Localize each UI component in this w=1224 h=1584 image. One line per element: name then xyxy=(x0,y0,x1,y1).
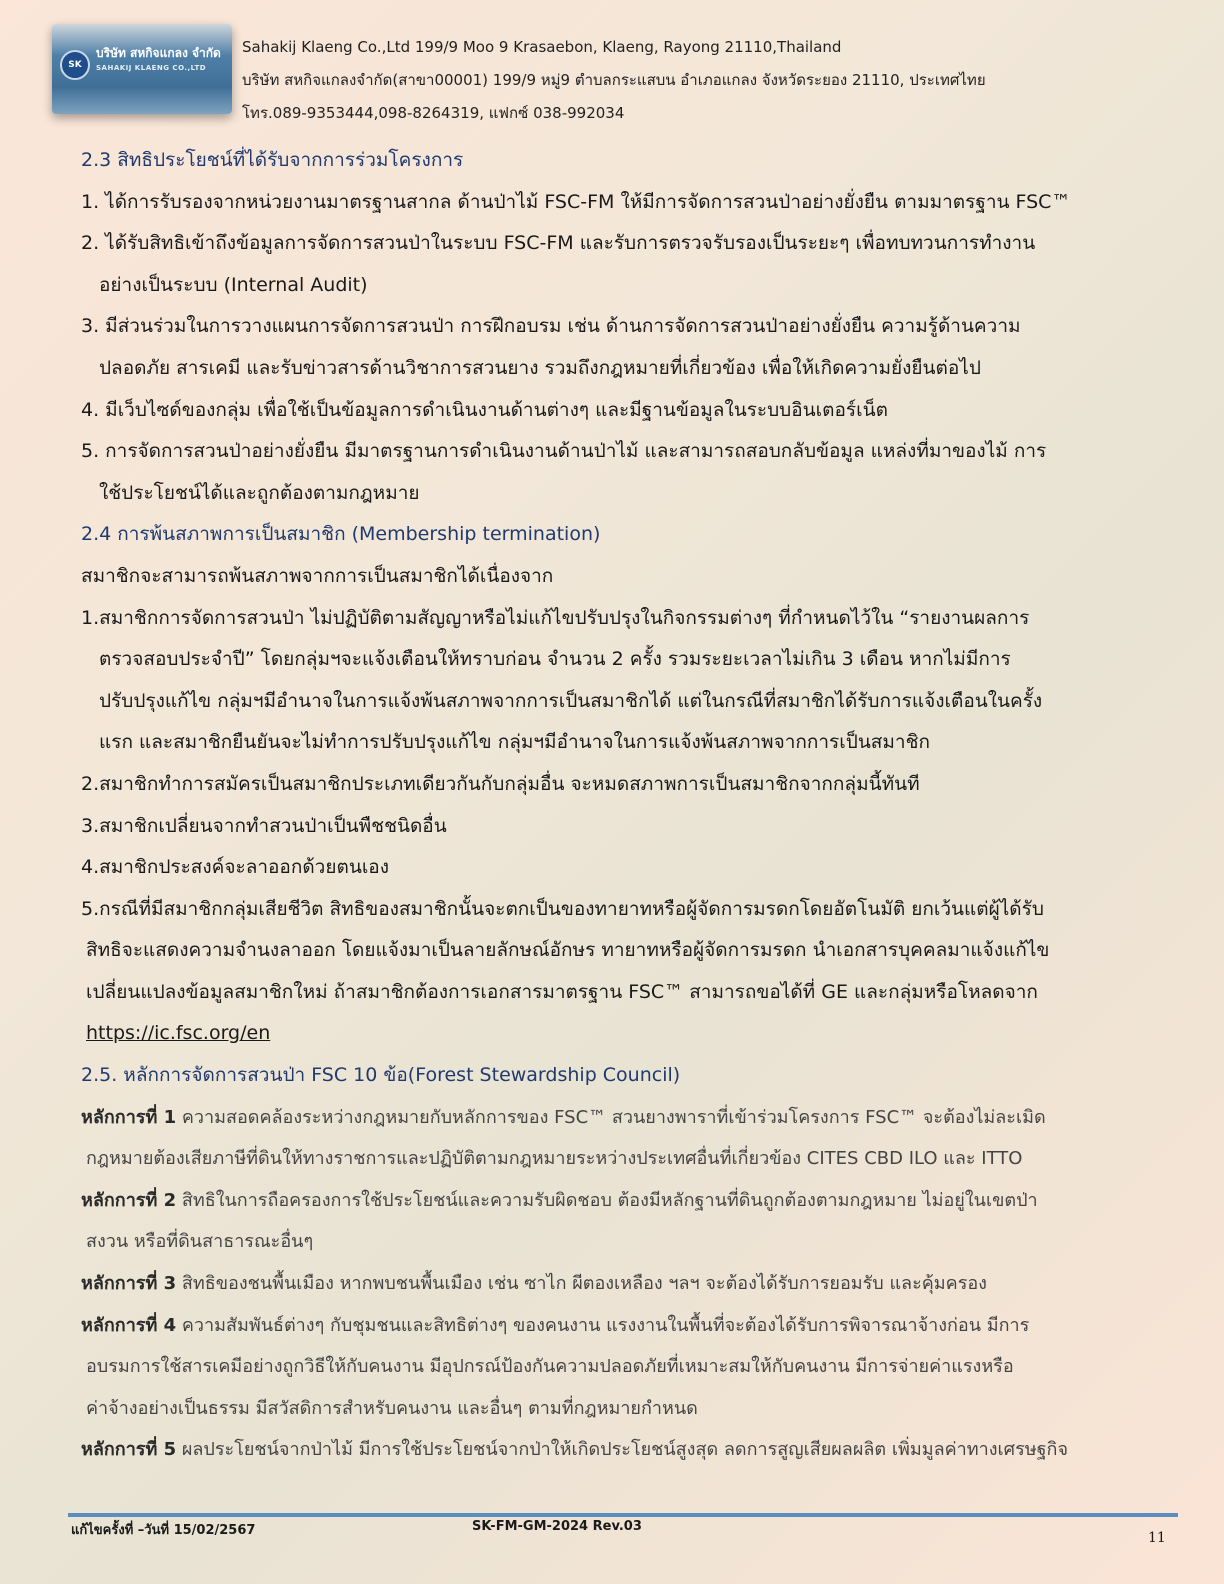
principle-text: สิทธิของชนพื้นเมือง หากพบชนพื้นเมือง เช่น ซาไก ผีตองเหลือง ฯลฯ จะต้องได้รับการยอมรับ และคุ้มครอง xyxy=(181,1273,987,1295)
text-line: ใช้ประโยชน์ได้และถูกต้องตามกฎหมาย xyxy=(99,481,420,504)
document-body xyxy=(81,140,1141,1471)
principle-text: ความสัมพันธ์ต่างๆ กับชุมชนและสิทธิต่างๆ ของคนงาน แรงงานในพื้นที่จะต้องได้รับการพิจารณาจ้างก่อน มีการ xyxy=(181,1314,1030,1336)
text-line: 4. มีเว็บไซด์ของกลุ่ม เพื่อใช้เป็นข้อมูลการดำเนินงานด้านต่างๆ และมีฐานข้อมูลในระบบอินเตอร์เน็ต xyxy=(81,398,888,421)
company-contact: โทร.089-9353444,098-8264319, แฟกซ์ 038-992034 xyxy=(242,104,625,122)
principle-text: ผลประโยชน์จากป่าไม้ มีการใช้ประโยชน์จากป่าให้เกิดประโยชน์สูงสุด ลดการสูญเสียผลผลิต เพิ่มมูลค่าทางเศรษฐกิจ xyxy=(181,1439,1068,1461)
section-heading: 2.4 การพ้นสภาพการเป็นสมาชิก (Membership termination) xyxy=(81,523,601,546)
principle-item xyxy=(81,1097,1141,1139)
logo-seal-icon: SK xyxy=(60,50,90,80)
text-line: 1.สมาชิกการจัดการสวนป่า ไม่ปฏิบัติตามสัญญาหรือไม่แก้ไขปรับปรุงในกิจกรรมต่างๆ ที่กำหนดไว้ใน “รายงานผลการ xyxy=(81,606,1030,629)
text-line: ปลอดภัย สารเคมี และรับข่าวสารด้านวิชาการสวนยาง รวมถึงกฎหมายที่เกี่ยวข้อง เพื่อให้เกิดความยั่งยืนต่อไป xyxy=(99,356,981,379)
principle-text: อบรมการใช้สารเคมีอย่างถูกวิธีให้กับคนงาน มีอุปกรณ์ป้องกันความปลอดภัยที่เหมาะสมให้กับคนงาน มีการจ่ายค่าแรงหรือ xyxy=(86,1356,1014,1378)
document-code: SK-FM-GM-2024 Rev.03 xyxy=(472,1519,642,1534)
logo-text-english: SAHAKIJ KLAENG CO.,LTD xyxy=(96,64,207,72)
principle-continuation xyxy=(81,1138,1141,1180)
footer-divider xyxy=(68,1513,1178,1517)
text-line: ตรวจสอบประจำปี” โดยกลุ่มฯจะแจ้งเตือนให้ทราบก่อน จำนวน 2 ครั้ง รวมระยะเวลาไม่เกิน 3 เดือน หากไม่มีการ xyxy=(99,648,1011,671)
principle-label: หลักการที่ 5 xyxy=(81,1439,177,1461)
text-line: 5. การจัดการสวนป่าอย่างยั่งยืน มีมาตรฐานการดำเนินงานด้านป่าไม้ และสามารถสอบกลับข้อมูล แหล่งที่มาของไม้ การ xyxy=(81,440,1047,463)
logo-text-thai: บริษัท สหกิจแกลง จำกัด xyxy=(96,46,221,60)
text-line: 3.สมาชิกเปลี่ยนจากทำสวนป่าเป็นพืชชนิดอื่น xyxy=(81,814,447,837)
text-line: แรก และสมาชิกยืนยันจะไม่ทำการปรับปรุงแก้ไข กลุ่มฯมีอำนาจในการแจ้งพ้นสภาพจากการเป็นสมาชิก xyxy=(99,731,930,754)
principle-label: หลักการที่ 2 xyxy=(81,1189,177,1211)
principle-text: ความสอดคล้องระหว่างกฎหมายกับหลักการของ FSC™ สวนยางพาราที่เข้าร่วมโครงการ FSC™ จะต้องไม่ละเมิด xyxy=(181,1106,1046,1128)
text-line: 1. ได้การรับรองจากหน่วยงานมาตรฐานสากล ด้านป่าไม้ FSC-FM ให้มีการจัดการสวนป่าอย่างยั่งยืน ตามมาตรฐาน FSC™ xyxy=(81,190,1071,213)
principle-text: ค่าจ้างอย่างเป็นธรรม มีสวัสดิการสำหรับคนงาน และอื่นๆ ตามที่กฎหมายกำหนด xyxy=(86,1397,698,1419)
revision-info: แก้ไขครั้งที่ –วันที่ 15/02/2567 xyxy=(71,1523,256,1538)
company-address-en: Sahakij Klaeng Co.,Ltd 199/9 Moo 9 Krasaebon, Klaeng, Rayong 21110,Thailand xyxy=(242,38,842,56)
principle-continuation xyxy=(81,1221,1141,1263)
company-info xyxy=(242,30,986,129)
text-line: 2. ได้รับสิทธิเข้าถึงข้อมูลการจัดการสวนป่าในระบบ FSC-FM และรับการตรวจรับรองเป็นระยะๆ เพื่อทบทวนการทำงาน xyxy=(81,232,1036,255)
section-heading: 2.3 สิทธิประโยชน์ที่ได้รับจากการร่วมโครงการ xyxy=(81,149,464,171)
principle-continuation xyxy=(81,1388,1141,1430)
principle-label: หลักการที่ 1 xyxy=(81,1106,177,1128)
principle-item xyxy=(81,1263,1141,1305)
principle-label: หลักการที่ 3 xyxy=(81,1273,177,1295)
principle-item xyxy=(81,1305,1141,1347)
principle-text: สงวน หรือที่ดินสาธารณะอื่นๆ xyxy=(86,1231,314,1253)
principle-label: หลักการที่ 4 xyxy=(81,1314,177,1336)
text-line: 2.สมาชิกทำการสมัครเป็นสมาชิกประเภทเดียวกันกับกลุ่มอื่น จะหมดสภาพการเป็นสมาชิกจากกลุ่มนี้ทันที xyxy=(81,772,920,795)
text-line: อย่างเป็นระบบ (Internal Audit) xyxy=(99,273,368,296)
company-address-th: บริษัท สหกิจแกลงจำกัด(สาขา00001) 199/9 หมู่9 ตำบลกระแสบน อำเภอแกลง จังหวัดระยอง 21110, ประเทศไทย xyxy=(242,71,986,89)
principle-item xyxy=(81,1429,1141,1471)
text-line: ปรับปรุงแก้ไข กลุ่มฯมีอำนาจในการแจ้งพ้นสภาพจากการเป็นสมาชิกได้ แต่ในกรณีที่สมาชิกได้รับการแจ้งเตือนในครั้ง xyxy=(99,689,1043,712)
text-line: สิทธิจะแสดงความจำนงลาออก โดยแจ้งมาเป็นลายลักษณ์อักษร ทายาทหรือผู้จัดการมรดก นำเอกสารบุคคลมาแจ้งแก้ไข xyxy=(86,939,1050,962)
principle-continuation xyxy=(81,1346,1141,1388)
principle-text: กฎหมายต้องเสียภาษีที่ดินให้ทางราชการและปฏิบัติตามกฎหมายระหว่างประเทศอื่นที่เกี่ยวข้อง CITES CBD ILO และ ITTO xyxy=(86,1148,1023,1170)
text-line: 3. มีส่วนร่วมในการวางแผนการจัดการสวนป่า การฝึกอบรม เช่น ด้านการจัดการสวนป่าอย่างยั่งยืน ความรู้ด้านความ xyxy=(81,315,1021,338)
section-heading: 2.5. หลักการจัดการสวนป่า FSC 10 ข้อ(Forest Stewardship Council) xyxy=(81,1064,681,1087)
fsc-link-line xyxy=(81,1013,1141,1055)
text-line: 4.สมาชิกประสงค์จะลาออกด้วยตนเอง xyxy=(81,856,389,879)
principle-text: สิทธิในการถือครองการใช้ประโยชน์และความรับผิดชอบ ต้องมีหลักฐานที่ดินถูกต้องตามกฎหมาย ไม่อยู่ในเขตป่า xyxy=(181,1189,1038,1211)
company-logo xyxy=(52,24,232,114)
text-line: เปลี่ยนแปลงข้อมูลสมาชิกใหม่ ถ้าสมาชิกต้องการเอกสารมาตรฐาน FSC™ สามารถขอได้ที่ GE และกลุ่มหรือโหลดจาก xyxy=(86,980,1038,1003)
principle-item xyxy=(81,1180,1141,1222)
text-line: สมาชิกจะสามารถพ้นสภาพจากการเป็นสมาชิกได้เนื่องจาก xyxy=(81,564,554,587)
fsc-link[interactable]: https://ic.fsc.org/en xyxy=(86,1022,271,1045)
text-line: 5.กรณีที่มีสมาชิกกลุ่มเสียชีวิต สิทธิของสมาชิกนั้นจะตกเป็นของทายาทหรือผู้จัดการมรดกโดยอัตโนมัติ ยกเว้นแต่ผู้ได้รับ xyxy=(81,897,1044,920)
page-number: 11 xyxy=(1148,1530,1166,1546)
